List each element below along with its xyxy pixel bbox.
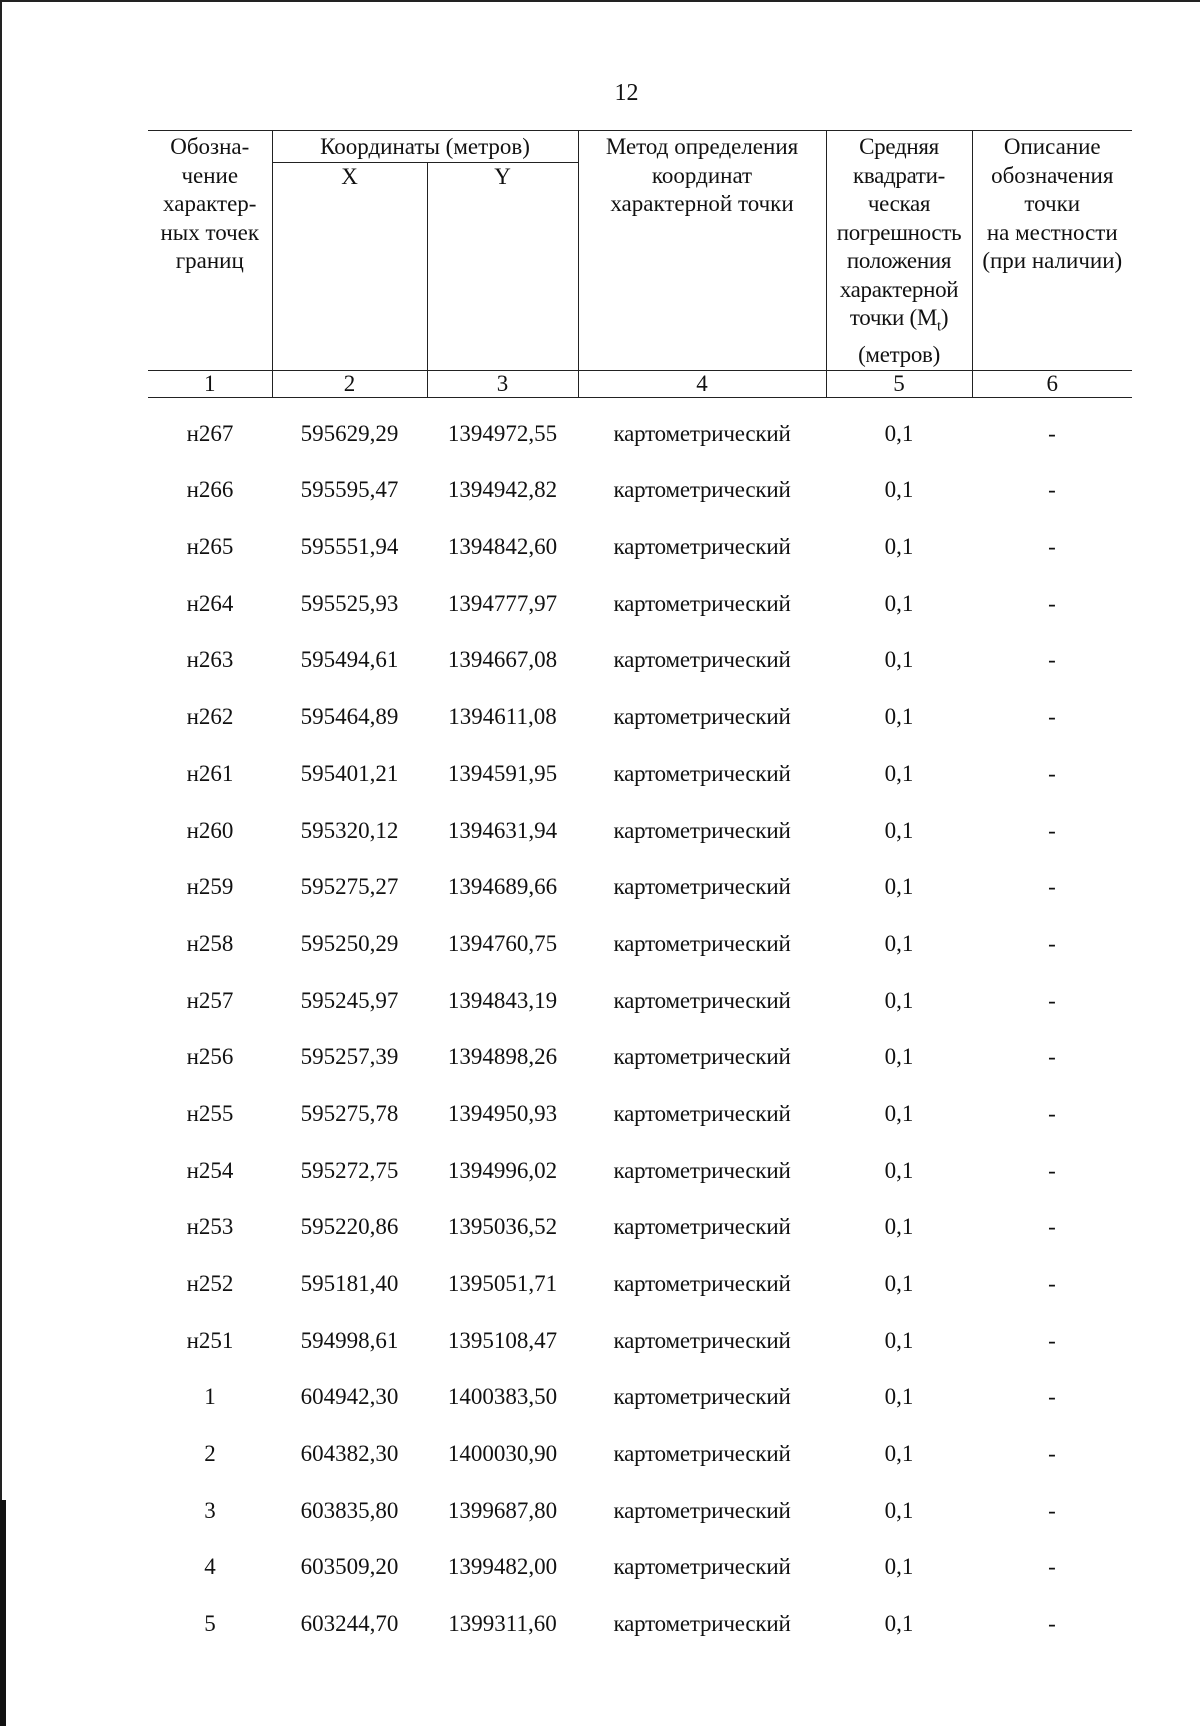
cell-description: - — [1048, 1100, 1056, 1126]
cell-y: 1394842,60 — [447, 534, 558, 560]
cell-point-id: н257 — [186, 987, 234, 1013]
cell-x: 604942,30 — [300, 1384, 399, 1410]
cell-error: 0,1 — [884, 420, 914, 446]
table-row — [148, 519, 1132, 576]
cell-error: 0,1 — [884, 1214, 914, 1240]
header-point-designation: Обозна- чение характер- ных точек границ — [148, 131, 272, 371]
table-row — [148, 1256, 1132, 1313]
table-row — [148, 802, 1132, 859]
cell-point-id: 1 — [204, 1384, 216, 1410]
cell-point-id: н252 — [186, 1271, 234, 1296]
cell-description: - — [1048, 1214, 1056, 1240]
table-row — [148, 632, 1132, 689]
cell-error: 0,1 — [884, 704, 914, 730]
cell-x: 595629,29 — [300, 420, 399, 446]
table-row — [148, 859, 1132, 916]
cell-x: 603835,80 — [300, 1497, 399, 1523]
table-row — [148, 689, 1132, 746]
cell-description: - — [1048, 477, 1056, 503]
cell-method: картометрический — [613, 1157, 791, 1183]
cell-method: картометрический — [613, 1100, 791, 1126]
cell-y: 1394611,08 — [448, 704, 557, 730]
cell-point-id: н265 — [186, 534, 234, 560]
header-mean-square-error-main: Средняя квадрати- ческая погрешность положения характерной точки (M — [836, 134, 962, 330]
cell-y: 1394972,55 — [447, 420, 558, 446]
cell-description: - — [1048, 1327, 1056, 1353]
cell-point-id: н262 — [186, 704, 234, 730]
cell-y: 1395108,47 — [447, 1327, 558, 1353]
header-mean-square-error-tail: ) (метров) — [858, 305, 949, 368]
cell-y: 1399687,80 — [447, 1497, 558, 1523]
cell-method: картометрический — [613, 534, 791, 560]
cell-point-id: н264 — [186, 590, 234, 616]
cell-description: - — [1048, 1441, 1056, 1467]
cell-point-id: 2 — [204, 1441, 216, 1467]
cell-y: 1400383,50 — [447, 1384, 558, 1410]
cell-x: 595220,86 — [300, 1214, 399, 1240]
cell-method: картометрический — [613, 1554, 791, 1580]
cell-point-id: н254 — [186, 1157, 234, 1183]
cell-x: 595275,27 — [300, 874, 399, 900]
table-row — [148, 972, 1132, 1029]
cell-method: картометрический — [613, 1044, 791, 1070]
cell-description: - — [1048, 1611, 1056, 1637]
cell-method: картометрический — [613, 987, 791, 1013]
cell-y: 1394950,93 — [447, 1100, 558, 1126]
cell-description: - — [1048, 704, 1056, 730]
cell-error: 0,1 — [884, 1157, 914, 1183]
cell-method: картометрический — [613, 874, 791, 900]
cell-y: 1394667,08 — [447, 647, 558, 673]
cell-error: 0,1 — [884, 760, 914, 786]
cell-method: картометрический — [613, 477, 791, 503]
header-method: Метод определения координат характерной точки — [578, 131, 826, 371]
cell-point-id: н267 — [186, 420, 234, 446]
cell-error: 0,1 — [884, 874, 914, 900]
cell-method: картометрический — [613, 1271, 791, 1296]
cell-x: 595272,75 — [300, 1157, 399, 1183]
cell-x: 595275,78 — [300, 1100, 399, 1126]
coordinates-table — [148, 130, 1132, 1653]
column-number: 3 — [427, 370, 578, 397]
header-coordinates-group: Координаты (метров) — [272, 131, 578, 163]
cell-error: 0,1 — [884, 1611, 914, 1637]
column-number: 4 — [578, 370, 826, 397]
cell-description: - — [1048, 1497, 1056, 1523]
cell-error: 0,1 — [884, 1327, 914, 1353]
cell-description: - — [1048, 760, 1056, 786]
cell-point-id: н258 — [186, 930, 234, 956]
cell-description: - — [1048, 817, 1056, 843]
cell-y: 1394843,19 — [447, 987, 558, 1013]
page-edge-left — [0, 0, 2, 1726]
cell-x: 595320,12 — [300, 817, 399, 843]
cell-error: 0,1 — [884, 1441, 914, 1467]
cell-point-id: н256 — [186, 1044, 234, 1070]
header-description: Описание обозначения точки на местности (при наличии) — [972, 131, 1132, 371]
page-edge-left-shadow — [0, 1500, 6, 1726]
cell-x: 595245,97 — [300, 987, 399, 1013]
cell-point-id: н253 — [186, 1214, 234, 1240]
cell-method: картометрический — [613, 704, 791, 730]
cell-x: 595494,61 — [300, 647, 399, 673]
cell-error: 0,1 — [884, 1554, 914, 1580]
cell-y: 1400030,90 — [447, 1441, 558, 1467]
cell-method: картометрический — [613, 647, 791, 673]
cell-error: 0,1 — [884, 930, 914, 956]
cell-y: 1394689,66 — [447, 874, 558, 900]
cell-point-id: 3 — [204, 1497, 216, 1523]
cell-y: 1394942,82 — [447, 477, 558, 503]
cell-error: 0,1 — [884, 987, 914, 1013]
column-number: 6 — [972, 370, 1132, 397]
cell-x: 603509,20 — [300, 1554, 399, 1580]
header-y: Y — [427, 162, 578, 370]
cell-y: 1399311,60 — [448, 1611, 557, 1637]
cell-error: 0,1 — [884, 477, 914, 503]
cell-method: картометрический — [613, 1327, 791, 1353]
cell-description: - — [1048, 930, 1056, 956]
table-row — [148, 397, 1132, 462]
cell-method: картометрический — [613, 1611, 791, 1637]
cell-x: 595181,40 — [300, 1271, 399, 1296]
cell-point-id: н266 — [186, 477, 234, 503]
column-number: 5 — [826, 370, 972, 397]
cell-x: 595551,94 — [300, 534, 399, 560]
column-number: 2 — [272, 370, 427, 397]
cell-x: 603244,70 — [300, 1611, 399, 1637]
coordinates-table-container — [148, 130, 1132, 1653]
cell-x: 595401,21 — [300, 760, 399, 786]
column-number: 1 — [148, 370, 272, 397]
cell-description: - — [1048, 647, 1056, 673]
cell-error: 0,1 — [884, 1271, 914, 1296]
cell-y: 1399482,00 — [447, 1554, 558, 1580]
cell-error: 0,1 — [884, 590, 914, 616]
table-row — [148, 1086, 1132, 1143]
cell-point-id: н261 — [186, 760, 234, 786]
page-number: 12 — [614, 80, 639, 106]
table-row — [148, 1029, 1132, 1086]
cell-y: 1394898,26 — [447, 1044, 558, 1070]
cell-x: 595464,89 — [300, 704, 399, 730]
cell-y: 1394631,94 — [447, 817, 558, 843]
cell-y: 1395051,71 — [447, 1271, 558, 1296]
cell-description: - — [1048, 987, 1056, 1013]
cell-y: 1395036,52 — [447, 1214, 558, 1240]
cell-description: - — [1048, 1554, 1056, 1580]
cell-error: 0,1 — [884, 1044, 914, 1070]
cell-description: - — [1048, 1384, 1056, 1410]
cell-x: 604382,30 — [300, 1441, 399, 1467]
table-row — [148, 1369, 1132, 1426]
cell-point-id: н263 — [186, 647, 234, 673]
cell-x: 595525,93 — [300, 590, 399, 616]
header-x: X — [272, 162, 427, 370]
cell-error: 0,1 — [884, 817, 914, 843]
cell-error: 0,1 — [884, 1100, 914, 1126]
table-row — [148, 462, 1132, 519]
cell-error: 0,1 — [884, 1497, 914, 1523]
table-row — [148, 1483, 1132, 1540]
cell-point-id: н255 — [186, 1100, 234, 1126]
cell-description: - — [1048, 1044, 1056, 1070]
cell-error: 0,1 — [884, 1384, 914, 1410]
cell-x: 595257,39 — [300, 1044, 399, 1070]
cell-point-id: 4 — [204, 1554, 216, 1580]
cell-point-id: н260 — [186, 817, 234, 843]
table-row — [148, 1596, 1132, 1653]
cell-description: - — [1048, 534, 1056, 560]
cell-x: 595595,47 — [300, 477, 399, 503]
table-row — [148, 1313, 1132, 1370]
cell-point-id: н259 — [186, 874, 234, 900]
header-mean-square-error-subscript: t — [936, 318, 941, 335]
cell-error: 0,1 — [884, 647, 914, 673]
table-row — [148, 1199, 1132, 1256]
cell-error: 0,1 — [884, 534, 914, 560]
cell-method: картометрический — [613, 1441, 791, 1467]
cell-method: картометрический — [613, 1384, 791, 1410]
header-mean-square-error — [826, 131, 972, 371]
cell-method: картометрический — [613, 1497, 791, 1523]
cell-description: - — [1048, 420, 1056, 446]
cell-method: картометрический — [613, 1214, 791, 1240]
cell-method: картометрический — [613, 817, 791, 843]
table-row — [148, 1539, 1132, 1596]
page-edge-top — [0, 0, 1200, 2]
table-row — [148, 1426, 1132, 1483]
cell-y: 1394760,75 — [447, 930, 558, 956]
cell-y: 1394591,95 — [447, 760, 558, 786]
table-row — [148, 576, 1132, 633]
cell-y: 1394996,02 — [447, 1157, 558, 1183]
cell-description: - — [1048, 590, 1056, 616]
cell-y: 1394777,97 — [447, 590, 558, 616]
cell-point-id: н251 — [186, 1327, 234, 1353]
table-row — [148, 746, 1132, 803]
cell-description: - — [1048, 1157, 1056, 1183]
cell-point-id: 5 — [204, 1611, 216, 1637]
cell-x: 595250,29 — [300, 930, 399, 956]
cell-description: - — [1048, 1271, 1056, 1296]
cell-method: картометрический — [613, 420, 791, 446]
table-row — [148, 1143, 1132, 1200]
cell-description: - — [1048, 874, 1056, 900]
cell-method: картометрический — [613, 590, 791, 616]
table-row — [148, 916, 1132, 973]
cell-method: картометрический — [613, 930, 791, 956]
cell-method: картометрический — [613, 760, 791, 786]
cell-x: 594998,61 — [300, 1327, 399, 1353]
table-body — [148, 397, 1132, 1653]
